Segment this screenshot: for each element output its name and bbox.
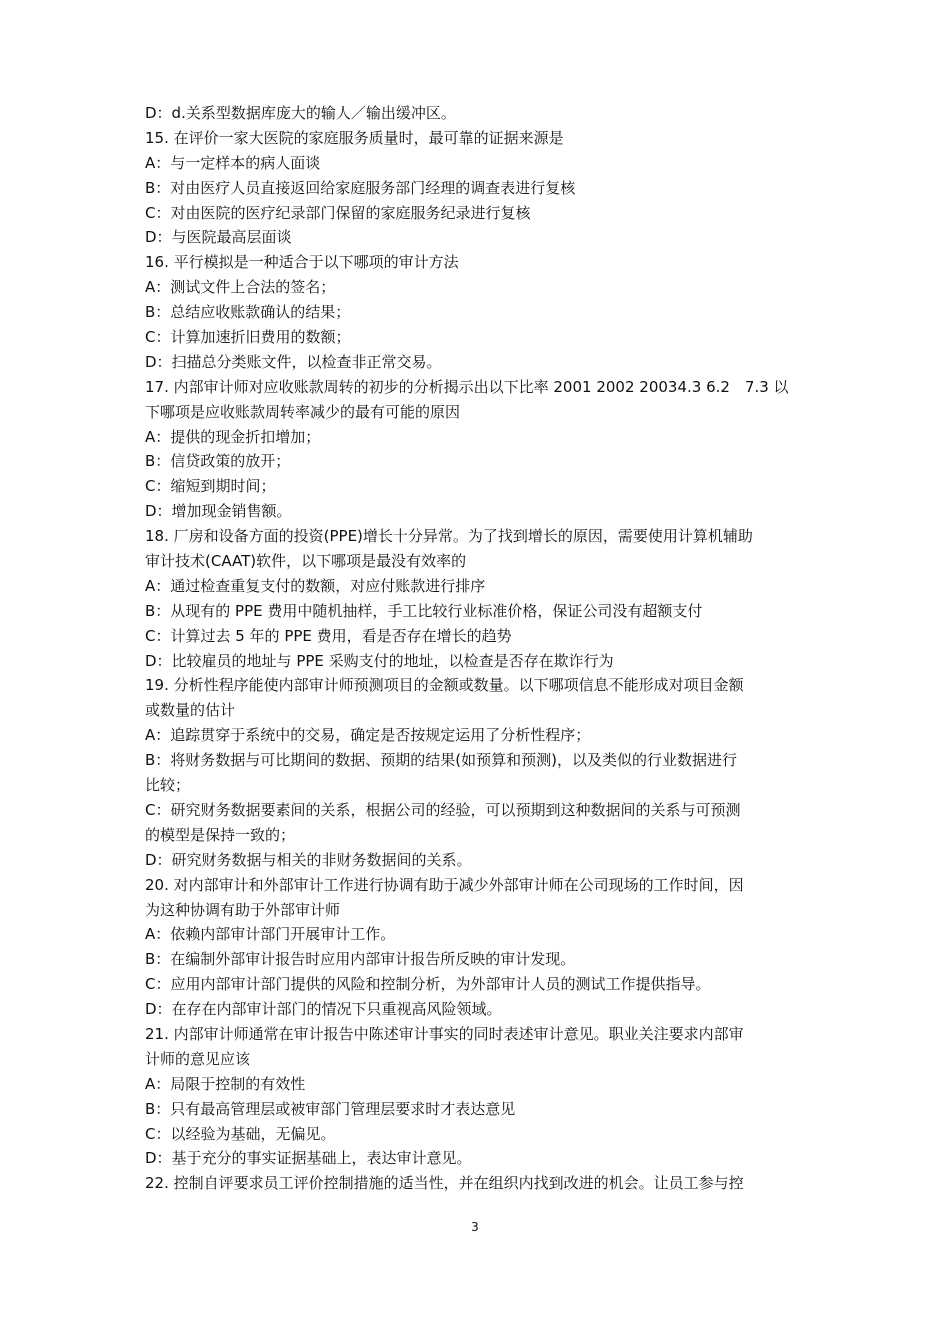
text-line: 为这种协调有助于外部审计师 (145, 900, 341, 919)
text-line: A：追踪贯穿于系统中的交易，确定是否按规定运用了分析性程序； (145, 726, 591, 745)
text-line: 21. 内部审计师通常在审计报告中陈述审计事实的同时表述审计意见。职业关注要求内部审 (145, 1024, 744, 1043)
text-line: 18. 厂房和设备方面的投资(PPE)增长十分异常。为了找到增长的原因，需要使用计算机辅助 (145, 527, 753, 546)
document-body (145, 101, 813, 1196)
text-line: 下哪项是应收账款周转率减少的最有可能的原因 (145, 402, 461, 421)
text-line: C：计算加速折旧费用的数额； (145, 328, 351, 347)
text-line: D：d.关系型数据库庞大的输人／输出缓冲区。 (145, 104, 456, 122)
text-line: B：在编制外部审计报告时应用内部审计报告所反映的审计发现。 (145, 950, 576, 969)
text-line: B：总结应收账款确认的结果； (145, 303, 351, 322)
text-line: 或数量的估计 (145, 701, 236, 720)
text-line: A：局限于控制的有效性 (145, 1074, 306, 1093)
text-line: D：基于充分的事实证据基础上，表达审计意见。 (145, 1149, 472, 1168)
text-line: C：缩短到期时间； (145, 477, 276, 496)
text-line: 15. 在评价一家大医院的家庭服务质量时，最可靠的证据来源是 (145, 128, 564, 147)
text-line: D：比较雇员的地址与 PPE 采购支付的地址，以检查是否存在欺诈行为 (145, 651, 614, 670)
text-line: C：计算过去 5 年的 PPE 费用，看是否存在增长的趋势 (145, 626, 512, 645)
text-line: A：与一定样本的病人面谈 (145, 153, 321, 172)
text-line: C：研究财务数据要素间的关系，根据公司的经验，可以预期到这种数据间的关系与可预测 (145, 800, 741, 819)
text-line: D：增加现金销售额。 (145, 502, 292, 521)
text-line: 19. 分析性程序能使内部审计师预测项目的金额或数量。以下哪项信息不能形成对项目金额 (145, 676, 744, 695)
text-line: A：依赖内部审计部门开展审计工作。 (145, 925, 396, 944)
page-number: 3 (471, 1220, 479, 1234)
text-line: A：测试文件上合法的签名； (145, 278, 336, 297)
text-line: C：以经验为基础，无偏见。 (145, 1124, 336, 1143)
text-line: 审计技术(CAAT)软件，以下哪项是最没有效率的 (145, 552, 467, 571)
text-line: C：对由医院的医疗纪录部门保留的家庭服务纪录进行复核 (145, 203, 531, 222)
text-line: D：与医院最高层面谈 (145, 228, 292, 247)
text-line: B：信贷政策的放开； (145, 452, 291, 471)
text-line: B：只有最高管理层或被审部门管理层要求时才表达意见 (145, 1099, 516, 1118)
text-line: B：从现有的 PPE 费用中随机抽样，手工比较行业标准价格，保证公司没有超额支付 (145, 601, 703, 620)
text-line: B：对由医疗人员直接返回给家庭服务部门经理的调查表进行复核 (145, 178, 576, 197)
text-line: D：扫描总分类账文件，以检查非正常交易。 (145, 352, 442, 371)
text-line: 计师的意见应该 (145, 1049, 251, 1068)
text-line: C：应用内部审计部门提供的风险和控制分析，为外部审计人员的测试工作提供指导。 (145, 975, 711, 994)
text-line: 16. 平行模拟是一种适合于以下哪项的审计方法 (145, 253, 459, 272)
text-line: A：通过检查重复支付的数额，对应付账款进行排序 (145, 576, 486, 595)
text-line: A：提供的现金折扣增加； (145, 427, 321, 446)
text-line: 20. 对内部审计和外部审计工作进行协调有助于减少外部审计师在公司现场的工作时间，因 (145, 875, 744, 894)
text-line: 比较； (145, 776, 191, 795)
text-line: 22. 控制自评要求员工评价控制措施的适当性，并在组织内找到改进的机会。让员工参与控 (145, 1174, 744, 1193)
text-line: D：研究财务数据与相关的非财务数据间的关系。 (145, 850, 472, 869)
text-line: 17. 内部审计师对应收账款周转的初步的分析揭示出以下比率 2001 2002 20034.3 6.2 7.3 以 (145, 377, 789, 396)
text-line: B：将财务数据与可比期间的数据、预期的结果(如预算和预测)，以及类似的行业数据进行 (145, 751, 737, 770)
text-line: D：在存在内部审计部门的情况下只重视高风险领域。 (145, 1000, 502, 1019)
text-line: 的模型是保持一致的； (145, 825, 296, 844)
